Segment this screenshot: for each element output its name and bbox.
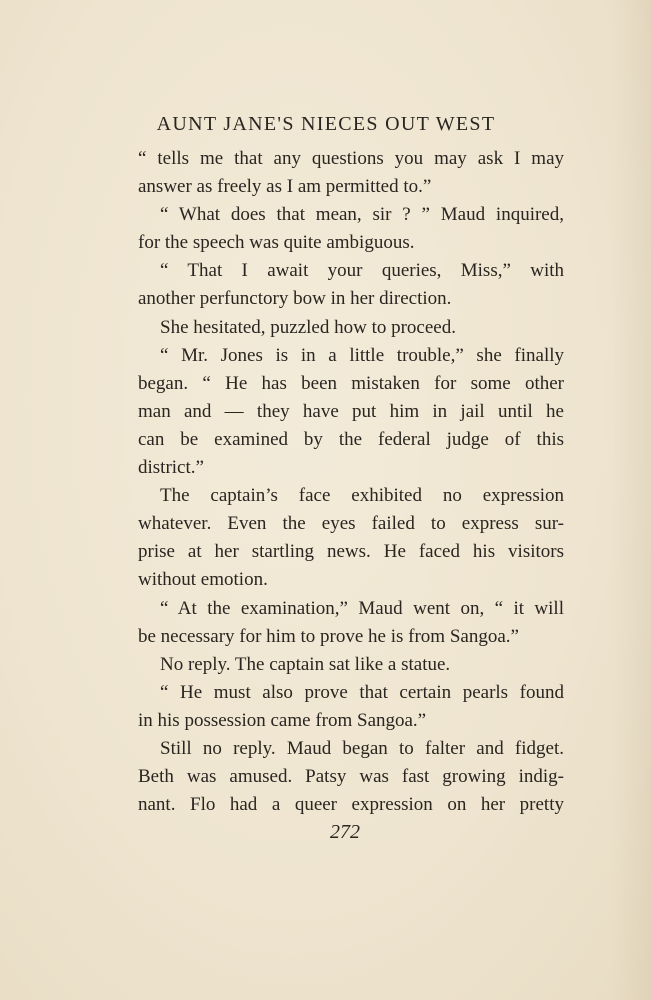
text-line: Still no reply. Maud began to falter and fidget. bbox=[160, 737, 564, 759]
page-number: 272 bbox=[330, 821, 360, 843]
text-line: answer as freely as I am permitted to.” bbox=[138, 176, 432, 198]
text-line: in his possession came from Sangoa.” bbox=[138, 709, 427, 731]
page-edge-shadow bbox=[611, 0, 651, 1000]
text-line: prise at her startling news. He faced his visitors bbox=[138, 541, 564, 563]
text-line: “ At the examination,” Maud went on, “ it will bbox=[160, 597, 564, 619]
text-line: “ tells me that any questions you may ask I may bbox=[138, 148, 564, 169]
text-line: began. “ He has been mistaken for some other bbox=[138, 372, 564, 394]
text-line: “ Mr. Jones is in a little trouble,” she finally bbox=[160, 344, 564, 366]
text-line: be necessary for him to prove he is from Sangoa.” bbox=[138, 625, 519, 647]
body-text bbox=[138, 145, 564, 819]
text-line: Beth was amused. Patsy was fast growing indig- bbox=[138, 766, 564, 788]
text-line: “ What does that mean, sir ? ” Maud inquired, bbox=[160, 204, 564, 226]
text-line: district.” bbox=[138, 457, 204, 479]
text-line: another perfunctory bow in her direction. bbox=[138, 288, 452, 310]
text-line: No reply. The captain sat like a statue. bbox=[160, 653, 451, 675]
text-line: She hesitated, puzzled how to proceed. bbox=[160, 316, 456, 338]
text-line: whatever. Even the eyes failed to express sur- bbox=[138, 513, 564, 535]
text-line: nant. Flo had a queer expression on her pretty bbox=[138, 794, 564, 816]
running-head: AUNT JANE'S NIECES OUT WEST bbox=[156, 113, 496, 135]
text-line: “ That I await your queries, Miss,” with bbox=[160, 260, 564, 282]
text-line: The captain’s face exhibited no expression bbox=[160, 485, 564, 507]
text-line: for the speech was quite ambiguous. bbox=[138, 232, 415, 254]
text-line: man and — they have put him in jail until he bbox=[138, 400, 564, 422]
text-line: without emotion. bbox=[138, 569, 268, 591]
text-line: “ He must also prove that certain pearls found bbox=[160, 681, 564, 703]
text-line: can be examined by the federal judge of this bbox=[138, 428, 564, 450]
